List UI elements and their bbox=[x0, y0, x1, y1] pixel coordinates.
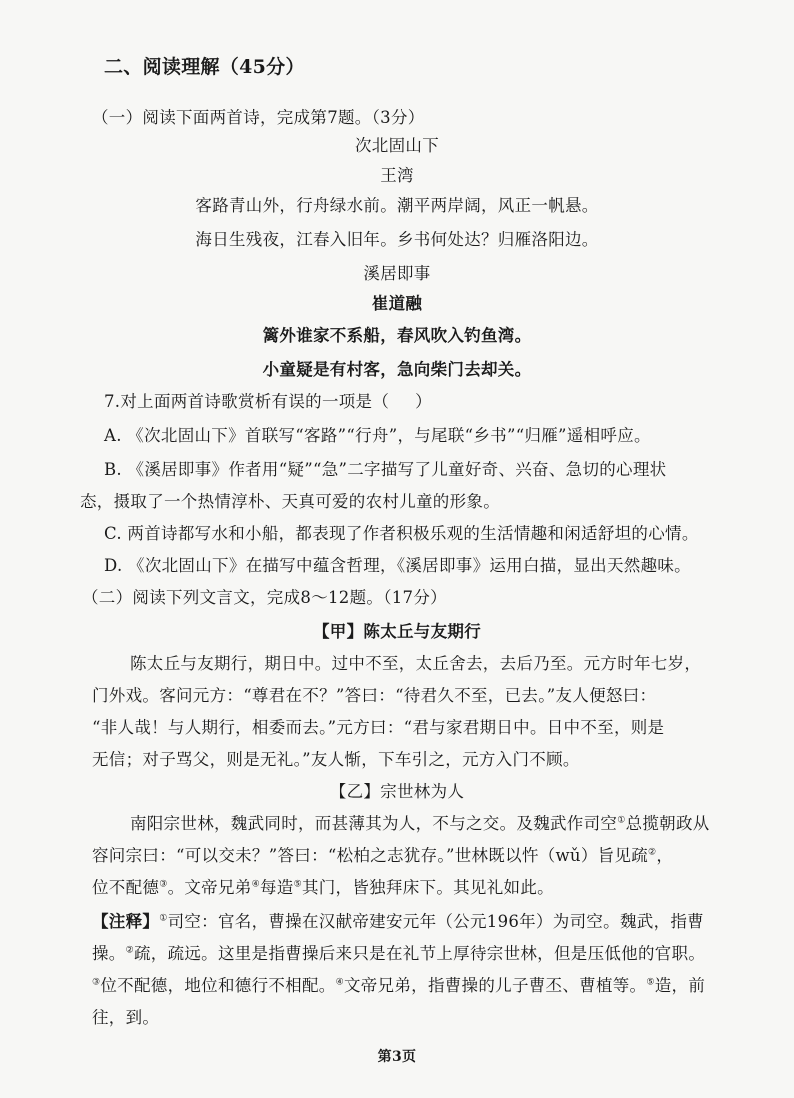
footnote-marker: ② bbox=[125, 945, 134, 956]
text-a-line: 门外戏。客问元方：“尊君在不？”答曰：“待君久不至，已去。”友人便怒曰： bbox=[92, 686, 657, 705]
notes-segment: 造，前 bbox=[654, 976, 706, 995]
question-7-stem-end: ） bbox=[415, 392, 432, 411]
notes-segment: 位不配德，地位和德行不相配。 bbox=[100, 976, 336, 995]
footnote-marker: ① bbox=[159, 913, 168, 924]
notes-line: 往，到。 bbox=[92, 1008, 160, 1027]
question-7-stem-text: 7.对上面两首诗歌赏析有误的一项是（ bbox=[104, 392, 390, 411]
notes-segment: 疏，疏远。这里是指曹操后来只是在礼节上厚待宗世林，但是压低他的官职。 bbox=[133, 944, 706, 963]
notes-line bbox=[92, 908, 704, 932]
text-b-segment: 。文帝兄弟 bbox=[167, 878, 252, 897]
footnote-marker: ⑤ bbox=[646, 977, 655, 988]
option-d: D. 《次北固山下》在描写中蕴含哲理，《溪居即事》运用白描，显出天然趣味。 bbox=[104, 556, 691, 575]
poem1-line: 客路青山外，行舟绿水前。潮平两岸阔，风正一帆悬。 bbox=[195, 196, 599, 215]
text-b-title: 【乙】宗世林为人 bbox=[329, 782, 465, 801]
poem2-title: 溪居即事 bbox=[363, 264, 431, 283]
notes-segment: 操。 bbox=[92, 944, 126, 963]
poem2-author: 崔道融 bbox=[371, 294, 423, 313]
text-b-segment: 南阳宗世林，魏武同时，而甚薄其为人，不与之交。及魏武作司空 bbox=[130, 814, 618, 833]
footnote-marker: ④ bbox=[251, 879, 260, 890]
notes-segment: 司空：官名，曹操在汉献帝建安元年（公元196年）为司空。魏武，指曹 bbox=[167, 912, 704, 931]
option-a: A. 《次北固山下》首联写“客路”“行舟”，与尾联“乡书”“归雁”遥相呼应。 bbox=[104, 426, 651, 445]
poem1-author: 王湾 bbox=[380, 166, 414, 185]
footnote-marker: ③ bbox=[92, 977, 101, 988]
text-b-segment: 位不配德 bbox=[92, 878, 160, 897]
text-b-segment: 总揽朝政从 bbox=[625, 814, 710, 833]
poem2-line: 小童疑是有村客，急向柴门去却关。 bbox=[262, 360, 532, 379]
poem1-line: 海日生残夜，江春入旧年。乡书何处达？归雁洛阳边。 bbox=[195, 230, 599, 249]
text-b-line bbox=[92, 874, 554, 898]
footnote-marker: ④ bbox=[335, 977, 344, 988]
part1-instruction: （一）阅读下面两首诗，完成第7题。（3分） bbox=[92, 108, 425, 127]
footnote-marker: ③ bbox=[159, 879, 168, 890]
footnote-marker: ② bbox=[648, 847, 657, 858]
option-b-continued: 态，摄取了一个热情淳朴、天真可爱的农村儿童的形象。 bbox=[80, 492, 500, 511]
part2-instruction: （二）阅读下列文言文，完成8～12题。（17分） bbox=[82, 588, 447, 607]
text-b-segment: 容问宗曰：“可以交未？”答曰：“松柏之志犹存。”世林既以忤（wǔ）旨见疏 bbox=[92, 846, 649, 865]
footnote-marker: ⑤ bbox=[293, 879, 302, 890]
section-title: 二、阅读理解（45分） bbox=[104, 56, 305, 78]
option-c: C. 两首诗都写水和小船，都表现了作者积极乐观的生活情趣和闲适舒坦的心情。 bbox=[104, 524, 699, 543]
text-b-line bbox=[130, 810, 710, 834]
page-number: 第3页 bbox=[377, 1049, 417, 1065]
poem1-title: 次北固山下 bbox=[355, 136, 439, 155]
text-a-line: 无信；对子骂父，则是无礼。”友人惭，下车引之，元方入门不顾。 bbox=[92, 750, 580, 769]
text-b-line bbox=[92, 842, 673, 866]
notes-label: 【注释】 bbox=[92, 912, 160, 931]
poem2-line: 篱外谁家不系船，春风吹入钓鱼湾。 bbox=[262, 326, 532, 345]
notes-line bbox=[92, 940, 705, 964]
footnote-marker: ① bbox=[617, 815, 626, 826]
text-a-line: “非人哉！与人期行，相委而去。”元方曰：“君与家君期日中。日中不至，则是 bbox=[92, 718, 665, 737]
text-b-segment: 其门，皆独拜床下。其见礼如此。 bbox=[301, 878, 554, 897]
text-a-title: 【甲】陈太丘与友期行 bbox=[313, 622, 481, 641]
notes-segment: 文帝兄弟，指曹操的儿子曹丕、曹植等。 bbox=[343, 976, 647, 995]
text-b-segment: 每造 bbox=[259, 878, 294, 897]
text-b-segment: ， bbox=[656, 846, 674, 865]
question-7-stem bbox=[104, 388, 432, 412]
option-b: B. 《溪居即事》作者用“疑”“急”二字描写了儿童好奇、兴奋、急切的心理状 bbox=[104, 460, 667, 479]
text-a-line: 陈太丘与友期行，期日中。过中不至，太丘舍去，去后乃至。元方时年七岁， bbox=[130, 654, 702, 673]
notes-line bbox=[92, 972, 705, 996]
